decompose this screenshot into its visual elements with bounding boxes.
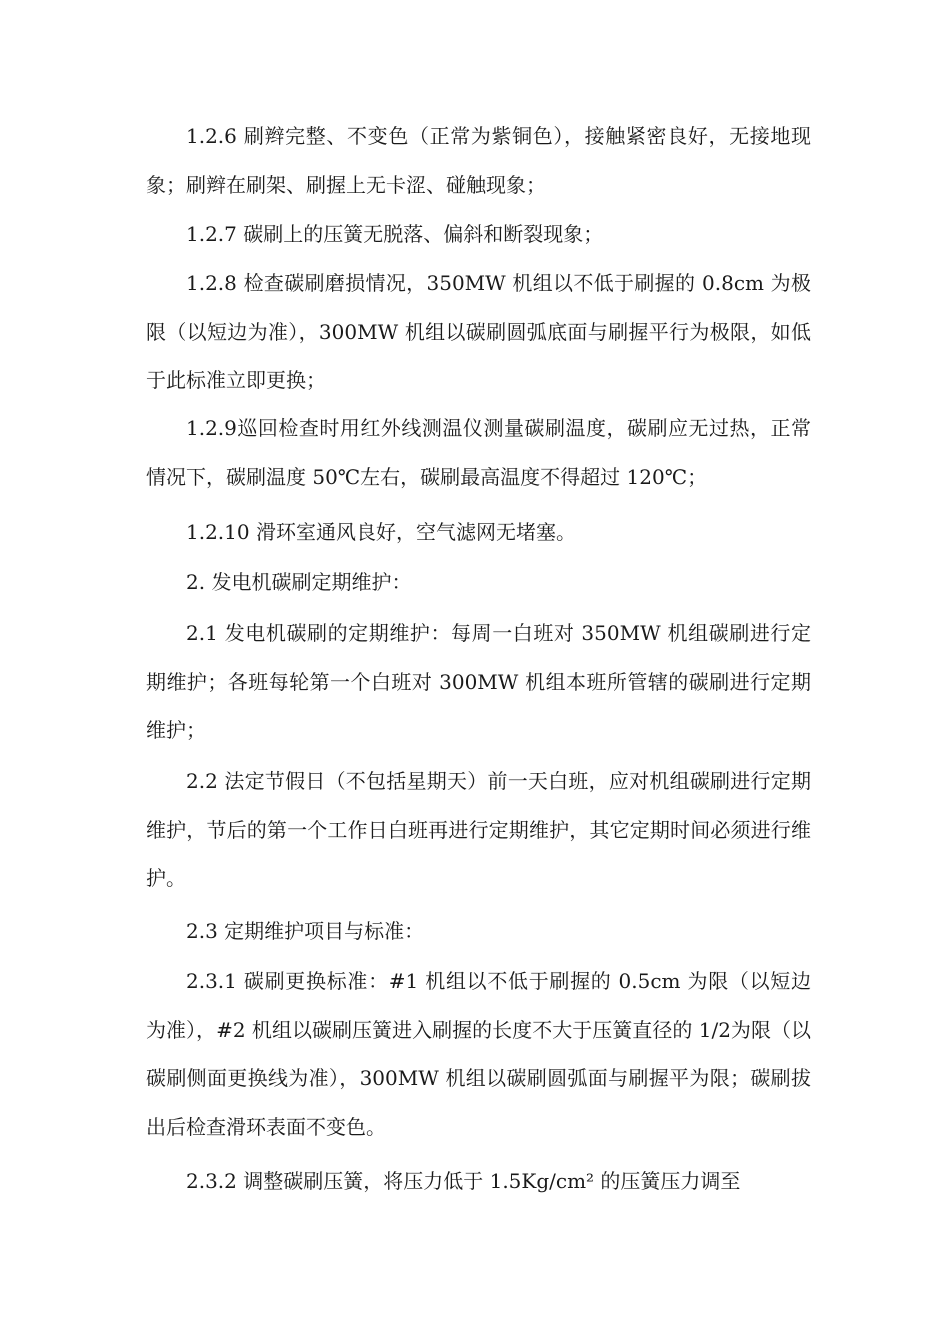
paragraph-2-3-1: 2.3.1 碳刷更换标准：#1 机组以不低于刷握的 0.5cm 为限（以短边为准），#2 机组以碳刷压簧进入刷握的长度不大于压簧直径的 1/2为限（以碳刷侧面更换线为准），300MW 机组以碳刷圆弧面与刷握平为限；碳刷拔出后检查滑环表面不变色。: [146, 969, 811, 1139]
paragraph-2-2: 2.2 法定节假日（不包括星期天）前一天白班，应对机组碳刷进行定期维护，节后的第一个工作日白班再进行定期维护，其它定期时间必须进行维护。: [146, 769, 811, 890]
paragraph-1-2-6: 1.2.6 刷辫完整、不变色（正常为紫铜色），接触紧密良好，无接地现象；刷辫在刷架、刷握上无卡涩、碰触现象；: [146, 124, 811, 197]
paragraph-1-2-9: 1.2.9巡回检查时用红外线测温仪测量碳刷温度，碳刷应无过热，正常情况下，碳刷温度 50℃左右，碳刷最高温度不得超过 120℃；: [146, 416, 811, 489]
paragraph-2-3-2: 2.3.2 调整碳刷压簧，将压力低于 1.5Kg/cm² 的压簧压力调至: [186, 1169, 741, 1193]
paragraph-1-2-7: 1.2.7 碳刷上的压簧无脱落、偏斜和断裂现象；: [186, 222, 604, 246]
paragraph-1-2-8: 1.2.8 检查碳刷磨损情况，350MW 机组以不低于刷握的 0.8cm 为极限（以短边为准），300MW 机组以碳刷圆弧底面与刷握平行为极限，如低于此标准立即更换；: [146, 271, 811, 392]
paragraph-1-2-10: 1.2.10 滑环室通风良好，空气滤网无堵塞。: [186, 520, 576, 544]
paragraph-2-3: 2.3 定期维护项目与标准：: [186, 919, 425, 943]
section-heading-2: 2. 发电机碳刷定期维护：: [186, 570, 412, 594]
paragraph-2-1: 2.1 发电机碳刷的定期维护：每周一白班对 350MW 机组碳刷进行定期维护；各班每轮第一个白班对 300MW 机组本班所管辖的碳刷进行定期维护；: [146, 621, 811, 742]
